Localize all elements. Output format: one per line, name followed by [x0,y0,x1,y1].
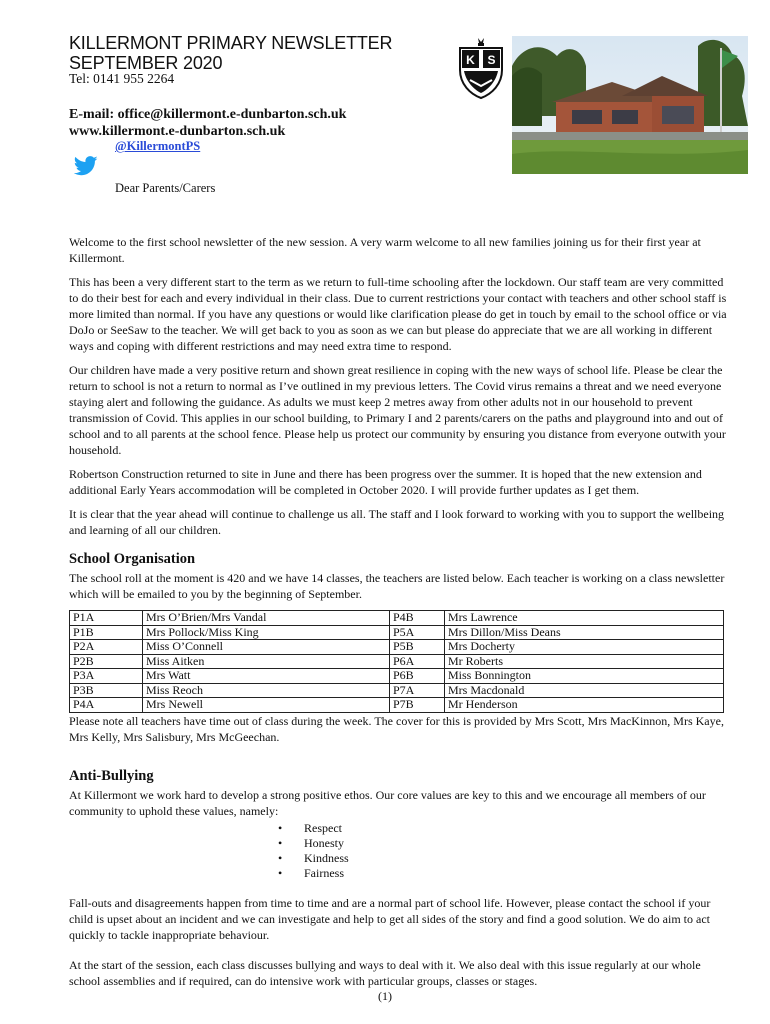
intro-paragraph-5: It is clear that the year ahead will continue to challenge us all. The staff and I look forward to working with you to support the wellbeing and learning of all our children. [69,507,725,537]
school-organisation-heading: School Organisation [69,551,196,567]
title-line-2: SEPTEMBER 2020 [69,53,223,73]
teacher-name-cell: Miss Reoch [143,683,390,698]
class-code-cell: P1A [70,611,143,626]
class-code-cell: P2B [70,654,143,669]
class-code-cell: P6A [390,654,445,669]
telephone: Tel: 0141 955 2264 [69,71,175,86]
teacher-name-cell: Mrs Dillon/Miss Deans [445,625,724,640]
list-item: • Fairness [278,866,729,881]
table-row [70,669,724,684]
teacher-name-cell: Mrs Macdonald [445,683,724,698]
teacher-cover-note: Please note all teachers have time out of class during the week. The cover for this is provided by Mrs Scott, Mrs MacKinnon, Mrs Kaye, Mrs Kelly, Mrs Salisbury, Mrs McGeechan. [69,713,724,744]
anti-bullying-paragraph-3: At the start of the session, each class discusses bullying and ways to deal with it. We also deal with this issue regularly at our whole school assemblies and if required, can do intensive work with particular groups, classes or stages. [69,957,701,988]
list-item: • Respect [278,821,729,836]
class-code-cell: P4B [390,611,445,626]
table-row [70,683,724,698]
school-crest-logo [454,36,508,100]
class-code-cell: P1B [70,625,143,640]
intro-paragraph-4: Robertson Construction returned to site in June and there has been progress over the summer. It is hoped that the new extension and additional Early Years accommodation will be completed in October 2020. I will provide further updates as I get them. [69,467,702,497]
newsletter-title [69,33,392,73]
class-code-cell: P7A [390,683,445,698]
table-row [70,611,724,626]
class-teacher-table [69,610,724,713]
website-link[interactable]: www.killermont.e-dunbarton.sch.uk [69,124,286,139]
table-row [70,698,724,713]
salutation: Dear Parents/Carers [115,181,216,195]
anti-bullying-heading: Anti-Bullying [69,767,154,784]
teacher-name-cell: Mrs Docherty [445,640,724,655]
school-organisation-text: The school roll at the moment is 420 and we have 14 classes, the teachers are listed below. Each teacher is working on a class newsletter which will be emailed to you by the beginning of September. [69,571,725,601]
email-address[interactable]: E-mail: office@killermont.e-dunbarton.sch.uk [69,107,347,122]
class-code-cell: P7B [390,698,445,713]
table-row [70,654,724,669]
class-code-cell: P5A [390,625,445,640]
teacher-name-cell: Mr Roberts [445,654,724,669]
teacher-name-cell: Miss Aitken [143,654,390,669]
intro-paragraph-2: This has been a very different start to the term as we return to full-time schooling after the lockdown. Our staff team are very committed to do their best for each and every individual in their class. Due to current restrictions your contact with teachers and other school staff is more limited than normal. If you have any questions or would like clarification please do get in touch by email to the school office or via DoJo or SeeSaw to the teacher. We will get back to you as soon as we can but please do appreciate that we are all working in different ways and coping with different restrictions and may need extra time to respond. [69,275,727,353]
school-building-photo [512,36,748,174]
class-code-cell: P2A [70,640,143,655]
list-item: • Kindness [278,851,729,866]
teacher-name-cell: Mrs Lawrence [445,611,724,626]
twitter-bird-icon [74,156,98,176]
list-item: • Honesty [278,836,729,851]
teacher-name-cell: Mrs Newell [143,698,390,713]
teacher-name-cell: Mr Henderson [445,698,724,713]
teacher-name-cell: Miss O’Connell [143,640,390,655]
core-values-list [69,821,729,881]
crest-letter-s: S [487,53,496,67]
intro-paragraph-3: Our children have made a very positive return and shown great resilience in coping with the new ways of school life. Please be clear the return to school is not a return to normal as I’ve outlined in my previous letters. The Covid virus remains a threat and we need everyone staying alert and following the guidance. As adults we must keep 2 metres away from other adults not in our household to prevent transmission of Covid. This applies in our school building, to Primary I and 2 parents/carers on the paths and playground into and out of school and to all parents at the school fence. Please help us protect our community by ensuring you distance from everyone outwith your household. [69,363,726,457]
teacher-name-cell: Miss Bonnington [445,669,724,684]
teacher-name-cell: Mrs Pollock/Miss King [143,625,390,640]
page-number: (1) [378,989,392,1003]
class-code-cell: P3A [70,669,143,684]
class-code-cell: P3B [70,683,143,698]
newsletter-body [69,234,729,997]
title-line-1: KILLERMONT PRIMARY NEWSLETTER [69,33,393,53]
anti-bullying-text: At Killermont we work hard to develop a strong positive ethos. Our core values are key to this and we encourage all members of our community to uphold these values, namely: [69,787,706,818]
class-code-cell: P5B [390,640,445,655]
table-row [70,625,724,640]
intro-paragraph-1: Welcome to the first school newsletter of the new session. A very warm welcome to all new families joining us for their first year at Killermont. [69,235,701,265]
teacher-name-cell: Mrs Watt [143,669,390,684]
anti-bullying-paragraph-2: Fall-outs and disagreements happen from time to time and are a normal part of school life. However, please contact the school if your child is upset about an incident and we can investigate and help to get all sides of the story and find a good solution. We do aim to act quickly to tackle inappropriate behaviour. [69,895,711,942]
class-code-cell: P4A [70,698,143,713]
class-code-cell: P6B [390,669,445,684]
table-row [70,640,724,655]
twitter-handle-link[interactable]: @KillermontPS [115,139,201,153]
crest-letter-k: K [466,53,475,67]
teacher-name-cell: Mrs O’Brien/Mrs Vandal [143,611,390,626]
